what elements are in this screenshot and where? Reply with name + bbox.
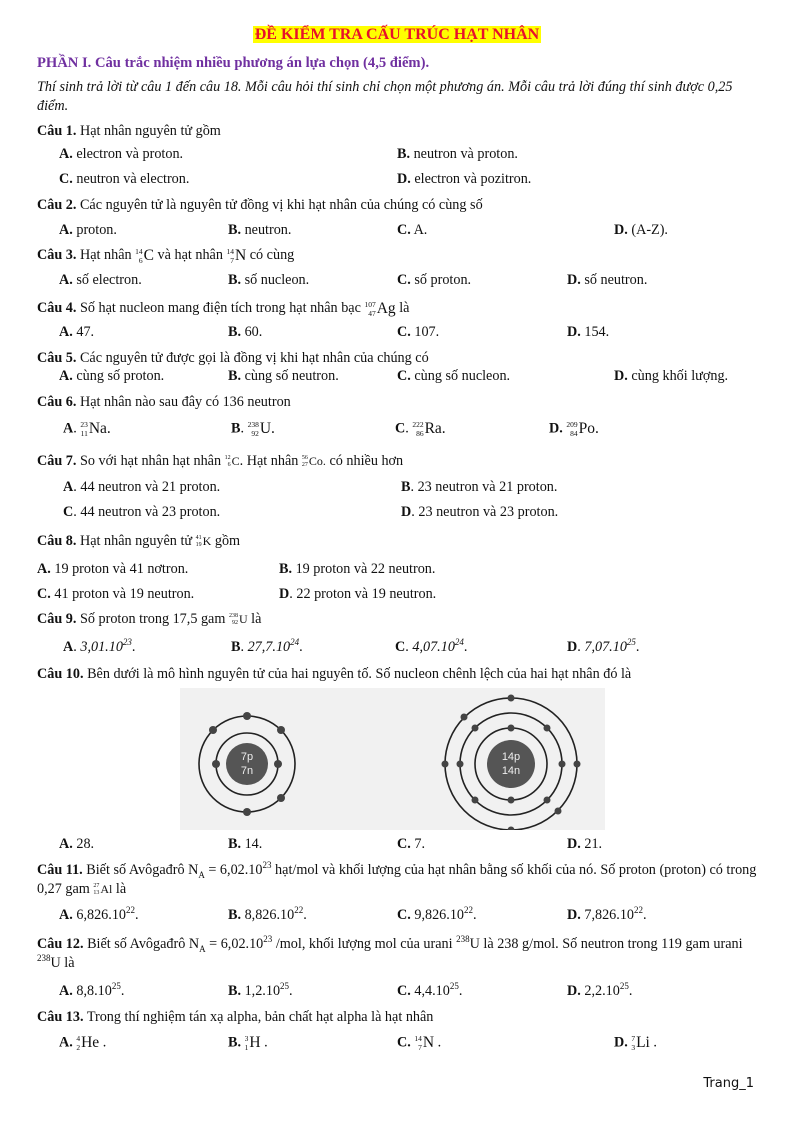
part-heading: PHẦN I. Câu trắc nhiệm nhiều phương án lựa chọn (4,5 điểm). — [37, 55, 430, 71]
question-10: Câu 10. Bên dưới là mô hình nguyên tử của hai nguyên tố. Số nucleon chênh lệch của hai hạt nhân đó là — [37, 666, 632, 682]
nuclide-c14: 14 6 C — [135, 246, 154, 265]
atom1-neutrons: 7n — [240, 765, 254, 777]
options-q2: A. proton. B. neutron. C. A. D. (A-Z). — [59, 222, 668, 238]
atom-models-figure — [180, 688, 605, 830]
options-q8b: C. 41 proton và 19 neutron. D. 22 proton và 19 neutron. — [37, 586, 437, 602]
options-q3: A. số electron. B. số nucleon. C. số proton. D. số neutron. — [59, 272, 648, 288]
question-8: Câu 8. Hạt nhân nguyên tử 41 19 K gồm — [37, 533, 241, 549]
options-q13: A. 4 2 He . B. 3 1 H . C. 14 7 N . D. 7 3 Li . — [59, 1034, 657, 1052]
question-11: Câu 11. Biết số Avôgađrô $N_A = 6,02.10^{23}$ hạt/mol và khối lượng của hạt nhân bằng số khối của nó. Số proton (proton) có trong 0,27 gam 27 13 Al là — [37, 860, 757, 897]
question-4: Câu 4. Số hạt nucleon mang điện tích trong hạt nhân bạc 107 47 Ag là — [37, 299, 410, 318]
question-12: Câu 12. Biết số Avôgađrô $N_A = 6,02.10^{23}$ /mol, khối lượng mol của urani $^{238}$U là 238 g/mol. Số neutron trong 119 gam urani $^{238}$U là — [37, 934, 743, 971]
question-9: Câu 9. Số proton trong 17,5 gam 238 92 U là — [37, 611, 262, 627]
options-q6: A. 23 11 Na. B. 238 92 U. C. 222 86 Ra. D. 209 84 Po. — [63, 420, 599, 438]
question-7: Câu 7. So với hạt nhân hạt nhân 12 6 C. Hạt nhân 56 27 Co. có nhiều hơn — [37, 453, 404, 469]
options-q9: A. 3,01.10$^{23}$. B. 27,7.10$^{24}$. C. 4,07.10$^{24}$. D. 7,07.10$^{25}$. — [63, 637, 640, 655]
instructions: Thí sinh trả lời từ câu 1 đến câu 18. Mỗi câu hỏi thí sinh chỉ chọn một phương án. Mỗi câu trả lời đúng thí sinh được 0,25 điểm. — [37, 79, 733, 114]
options-q1b: C. neutron và electron. D. electron và pozitron. — [59, 171, 532, 187]
options-q8: A. 19 proton và 41 nơtron. B. 19 proton và 22 neutron. — [37, 561, 436, 577]
atom2-neutrons: 14n — [501, 765, 521, 777]
atom1-protons: 7p — [240, 751, 254, 763]
options-q7b: C. 44 neutron và 23 proton. D. 23 neutron và 23 proton. — [63, 504, 559, 520]
question-13: Câu 13. Trong thí nghiệm tán xạ alpha, bản chất hạt alpha là hạt nhân — [37, 1009, 434, 1025]
question-1: Câu 1. Hạt nhân nguyên tử gồm — [37, 123, 221, 139]
options-q10: A. 28. B. 14. C. 7. D. 21. — [59, 836, 603, 852]
page-title: ĐỀ KIỂM TRA CẤU TRÚC HẠT NHÂN — [254, 26, 540, 43]
options-q5: A. cùng số proton. B. cùng số neutron. C. cùng số nucleon. D. cùng khối lượng. — [59, 368, 729, 384]
options-q11: A. 6,826.10$^{22}$. B. 8,826.10$^{22}$. C. 9,826.10$^{22}$. D. 7,826.10$^{22}$. — [59, 905, 647, 923]
page-number: Trang_1 — [703, 1076, 754, 1091]
options-q4: A. 47. B. 60. C. 107. D. 154. — [59, 324, 610, 340]
atom2-protons: 14p — [501, 751, 521, 763]
options-q12: A. 8,8.10$^{25}$. B. 1,2.10$^{25}$. C. 4,4.10$^{25}$. D. 2,2.10$^{25}$. — [59, 981, 633, 999]
nuclide-n14: 14 7 N — [226, 246, 247, 265]
question-2: Câu 2. Các nguyên tử là nguyên tử đồng vị khi hạt nhân của chúng có cùng số — [37, 197, 483, 213]
options-q1: A. electron và proton. B. neutron và proton. — [59, 146, 518, 162]
question-5: Câu 5. Các nguyên tử được gọi là đồng vị khi hạt nhân của chúng có — [37, 350, 429, 366]
options-q7: A. 44 neutron và 21 proton. B. 23 neutron và 21 proton. — [63, 479, 558, 495]
question-6: Câu 6. Hạt nhân nào sau đây có 136 neutron — [37, 394, 291, 410]
question-3: Câu 3. Hạt nhân 14 6 C và hạt nhân 14 7 N có cùng — [37, 246, 295, 265]
nuclide-ag107: 107 47 Ag — [364, 299, 396, 318]
